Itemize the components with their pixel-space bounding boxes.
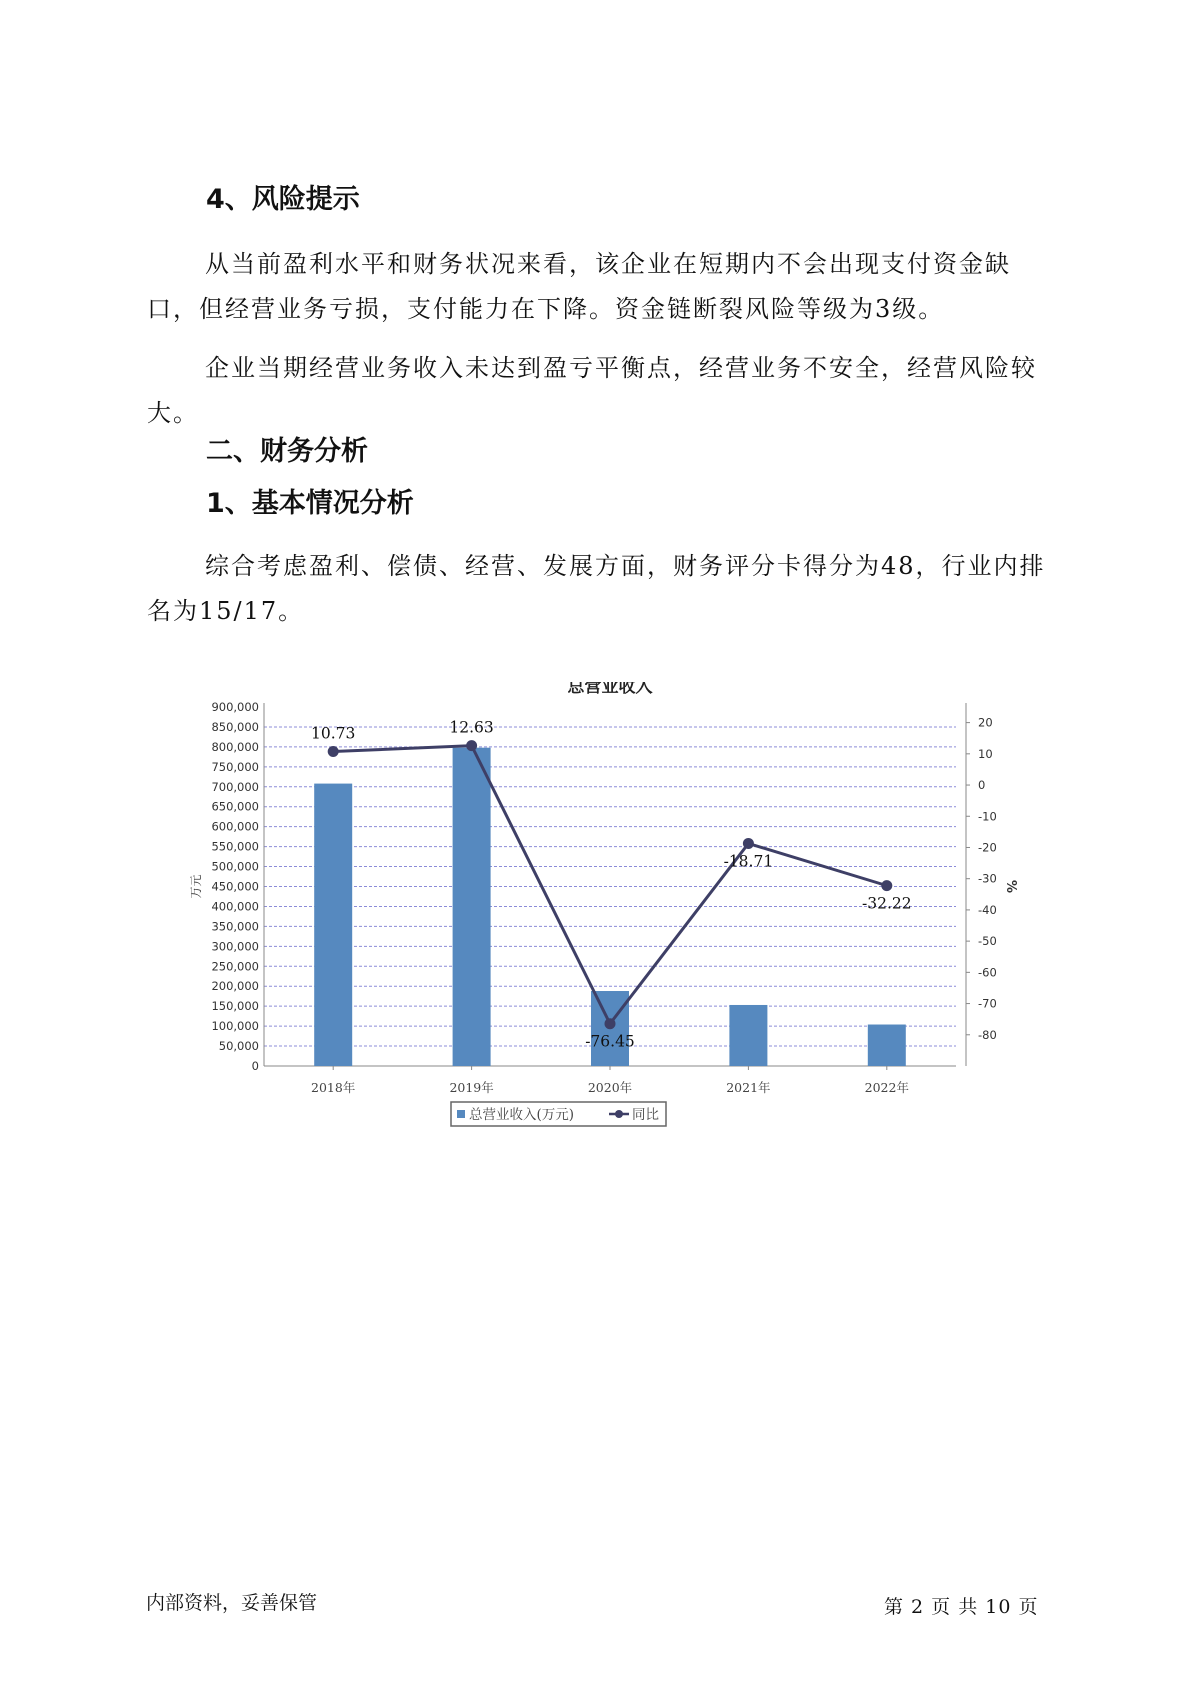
footer-confidential: 内部资料，妥善保管 [146,1592,318,1614]
yoy-point [605,1018,616,1029]
y-right-tick-label: 10 [978,746,993,761]
y-right-tick-label: 20 [978,715,993,730]
legend-bar-label: 总营业收入(万元) [469,1107,575,1123]
y-left-tick-label: 500,000 [211,859,259,874]
y-left-tick-label: 550,000 [211,839,259,854]
legend-line-marker [615,1110,623,1118]
y-right-tick-label: -30 [978,871,997,886]
y-right-tick-label: -80 [978,1027,997,1042]
y-left-tick-label: 600,000 [211,819,259,834]
risk-heading: 4、风险提示 [206,184,360,215]
y-left-tick-label: 450,000 [211,879,259,894]
y-left-axis-label: 万元 [189,874,203,899]
revenue-bar [314,784,352,1066]
revenue-chart-svg [175,682,1035,1142]
yoy-point [466,740,477,751]
legend-line-label: 同比 [632,1107,659,1123]
yoy-point [743,838,754,849]
yoy-point [881,880,892,891]
yoy-line [333,746,887,1024]
y-left-tick-label: 350,000 [211,919,259,934]
y-right-axis-label: % [1003,879,1018,894]
y-left-tick-label: 750,000 [211,759,259,774]
footer-page-number: 第 2 页 共 10 页 [884,1596,1039,1618]
y-right-tick-label: -70 [978,996,997,1011]
revenue-bar [453,748,491,1066]
basic-analysis-paragraph: 综合考虑盈利、偿债、经营、发展方面，财务评分卡得分为48，行业内排名为15/17。 [147,552,1046,625]
y-right-tick-label: -60 [978,965,997,980]
revenue-chart [175,682,1035,1142]
y-right-tick-label: -20 [978,840,997,855]
risk-paragraph-1: 从当前盈利水平和财务状况来看，该企业在短期内不会出现支付资金缺口，但经营业务亏损，支付能力在下降。资金链断裂风险等级为3级。 [147,250,1011,323]
y-right-tick-label: -40 [978,902,997,917]
finance-heading: 二、财务分析 [206,436,368,467]
y-left-tick-label: 200,000 [211,979,259,994]
yoy-point [328,746,339,757]
y-left-tick-label: 650,000 [211,799,259,814]
y-left-tick-label: 150,000 [211,999,259,1014]
y-left-tick-label: 300,000 [211,939,259,954]
basic-analysis-heading: 1、基本情况分析 [206,488,414,519]
x-tick-label: 2018年 [311,1080,356,1095]
yoy-data-label: -76.45 [585,1032,635,1051]
y-left-tick-label: 100,000 [211,1019,259,1034]
y-left-tick-label: 400,000 [211,899,259,914]
y-left-tick-label: 800,000 [211,739,259,754]
x-tick-label: 2019年 [449,1080,494,1095]
x-tick-label: 2020年 [587,1080,633,1095]
y-right-tick-label: -10 [978,809,997,824]
y-right-tick-label: 0 [978,778,986,793]
yoy-data-label: 10.73 [311,724,356,743]
y-left-tick-label: 850,000 [211,719,259,734]
y-right-tick-label: -50 [978,934,997,949]
y-left-tick-label: 50,000 [218,1039,259,1054]
y-left-tick-label: 900,000 [211,700,259,714]
chart-title: 总营业收入 [567,682,653,697]
y-left-tick-label: 0 [251,1059,259,1073]
risk-paragraph-2: 企业当期经营业务收入未达到盈亏平衡点，经营业务不安全，经营风险较大。 [147,354,1037,427]
revenue-bar [729,1005,767,1066]
yoy-data-label: -32.22 [861,894,912,913]
revenue-bar [868,1025,906,1066]
y-left-tick-label: 700,000 [211,779,259,794]
legend-bar-swatch [457,1110,465,1118]
yoy-data-label: -18.71 [723,852,774,871]
y-left-tick-label: 250,000 [211,959,259,974]
x-tick-label: 2021年 [726,1080,771,1095]
yoy-data-label: 12.63 [449,718,494,737]
x-tick-label: 2022年 [864,1080,909,1095]
